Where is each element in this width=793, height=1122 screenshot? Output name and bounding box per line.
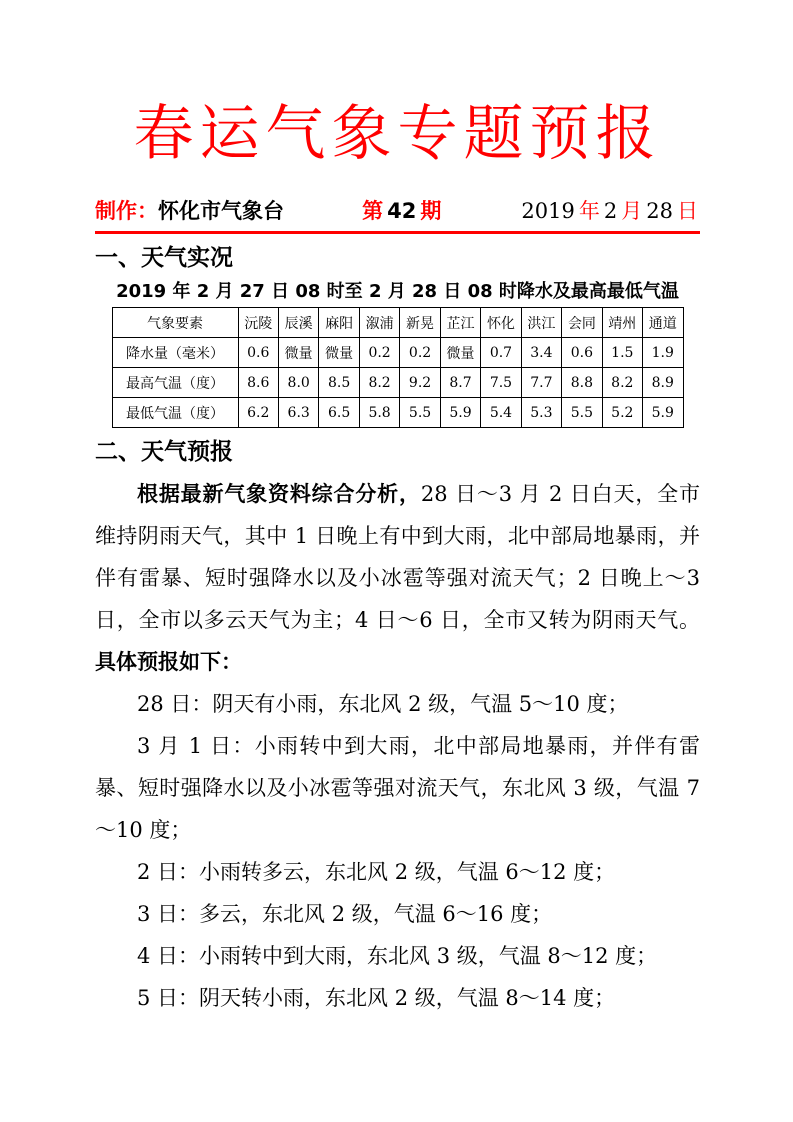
table-cell: 8.9 [643, 368, 683, 398]
table-cell: 5.4 [481, 398, 521, 428]
table-header-station: 沅陵 [238, 308, 278, 338]
table-cell: 8.5 [319, 368, 359, 398]
forecast-item: 5 日：阴天转小雨，东北风 2 级，气温 8～14 度； [137, 986, 616, 1010]
table-cell: 5.9 [643, 398, 683, 428]
table-cell: 9.2 [400, 368, 440, 398]
summary-lead-bold: 根据最新气象资料综合分析， [137, 482, 421, 506]
table-header-station: 怀化 [481, 308, 521, 338]
table-cell: 3.4 [521, 338, 561, 368]
table-header-element: 气象要素 [112, 308, 238, 338]
table-cell: 1.9 [643, 338, 683, 368]
table-row [112, 338, 683, 368]
producer [95, 198, 284, 224]
header-meta-row [95, 198, 700, 224]
weather-table [112, 307, 684, 428]
table-header-station: 靖州 [602, 308, 642, 338]
table-cell: 8.6 [238, 368, 278, 398]
table-cell: 8.7 [440, 368, 480, 398]
table-cell: 5.8 [359, 398, 399, 428]
publish-date [519, 198, 700, 224]
table-cell: 微量 [319, 338, 359, 368]
table-header-row [112, 308, 683, 338]
table-cell: 5.2 [602, 398, 642, 428]
table-row [112, 368, 683, 398]
table-cell: 5.3 [521, 398, 561, 428]
page-title: 春运气象专题预报 [133, 99, 662, 169]
issue-prefix: 第 [362, 199, 384, 223]
table-cell: 0.2 [400, 338, 440, 368]
table-row-label: 最高气温（度） [112, 368, 238, 398]
table-header-station: 洪江 [521, 308, 561, 338]
summary-text: 28 日～3 月 2 日白天，全市维持阴雨天气，其中 1 日晚上有中到大雨，北中部局地暴雨，并伴有雷暴、短时强降水以及小冰雹等强对流天气；2 日晚上～3 日，全市以多云天气为主；4 日～6 日，全市又转为阴雨天气。 [95, 482, 700, 632]
table-header [112, 308, 683, 338]
table-row [112, 398, 683, 428]
table-cell: 8.2 [602, 368, 642, 398]
table-header-station: 通道 [643, 308, 683, 338]
forecast-item: 3 月 1 日：小雨转中到大雨，北中部局地暴雨，并伴有雷暴、短时强降水以及小冰雹等强对流天气，东北风 3 级，气温 7～10 度； [95, 734, 700, 842]
table-row-label: 降水量（毫米） [112, 338, 238, 368]
table-cell: 微量 [440, 338, 480, 368]
date-day-unit: 日 [676, 199, 698, 223]
table-cell: 5.5 [400, 398, 440, 428]
table-header-station: 芷江 [440, 308, 480, 338]
table-cell: 6.5 [319, 398, 359, 428]
table-row-label: 最低气温（度） [112, 398, 238, 428]
table-cell: 5.5 [562, 398, 602, 428]
table-cell: 6.3 [278, 398, 318, 428]
red-divider [95, 231, 700, 234]
table-header-station: 辰溪 [278, 308, 318, 338]
table-header-station: 会同 [562, 308, 602, 338]
forecast-list [95, 683, 700, 1019]
forecast-item: 4 日：小雨转中到大雨，东北风 3 级，气温 8～12 度； [137, 944, 658, 968]
forecast-item: 28 日：阴天有小雨，东北风 2 级，气温 5～10 度； [137, 692, 629, 716]
table-cell: 0.2 [359, 338, 399, 368]
issue-suffix: 期 [420, 199, 442, 223]
table-header-station: 新晃 [400, 308, 440, 338]
date-day: 28 [646, 199, 673, 223]
table-cell: 微量 [278, 338, 318, 368]
table-cell: 7.5 [481, 368, 521, 398]
summary-tail-bold: 具体预报如下： [95, 650, 242, 674]
date-year-unit: 年 [578, 199, 600, 223]
date-year: 2019 [521, 199, 575, 223]
forecast-item: 2 日：小雨转多云，东北风 2 级，气温 6～12 度； [137, 860, 616, 884]
table-cell: 5.9 [440, 398, 480, 428]
table-cell: 0.7 [481, 338, 521, 368]
table-title: 2019 年 2 月 27 日 08 时至 2 月 28 日 08 时降水及最高最低气温 [116, 281, 679, 302]
section-2-heading: 二、天气预报 [95, 439, 233, 465]
forecast-summary-paragraph [95, 473, 700, 683]
producer-label: 制作： [95, 199, 158, 223]
table-cell: 8.0 [278, 368, 318, 398]
table-cell: 7.7 [521, 368, 561, 398]
table-cell: 6.2 [238, 398, 278, 428]
table-body [112, 338, 683, 428]
producer-value: 怀化市气象台 [158, 199, 284, 223]
table-cell: 0.6 [238, 338, 278, 368]
issue-number [360, 198, 443, 224]
issue-value: 42 [387, 199, 417, 223]
table-cell: 8.2 [359, 368, 399, 398]
table-cell: 1.5 [602, 338, 642, 368]
table-cell: 8.8 [562, 368, 602, 398]
table-cell: 0.6 [562, 338, 602, 368]
forecast-item: 3 日：多云，东北风 2 级，气温 6～16 度； [137, 902, 553, 926]
date-month: 2 [603, 199, 618, 223]
forecast-body [95, 473, 700, 1019]
section-1-heading: 一、天气实况 [95, 245, 233, 271]
date-month-unit: 月 [621, 199, 643, 223]
table-header-station: 溆浦 [359, 308, 399, 338]
table-header-station: 麻阳 [319, 308, 359, 338]
